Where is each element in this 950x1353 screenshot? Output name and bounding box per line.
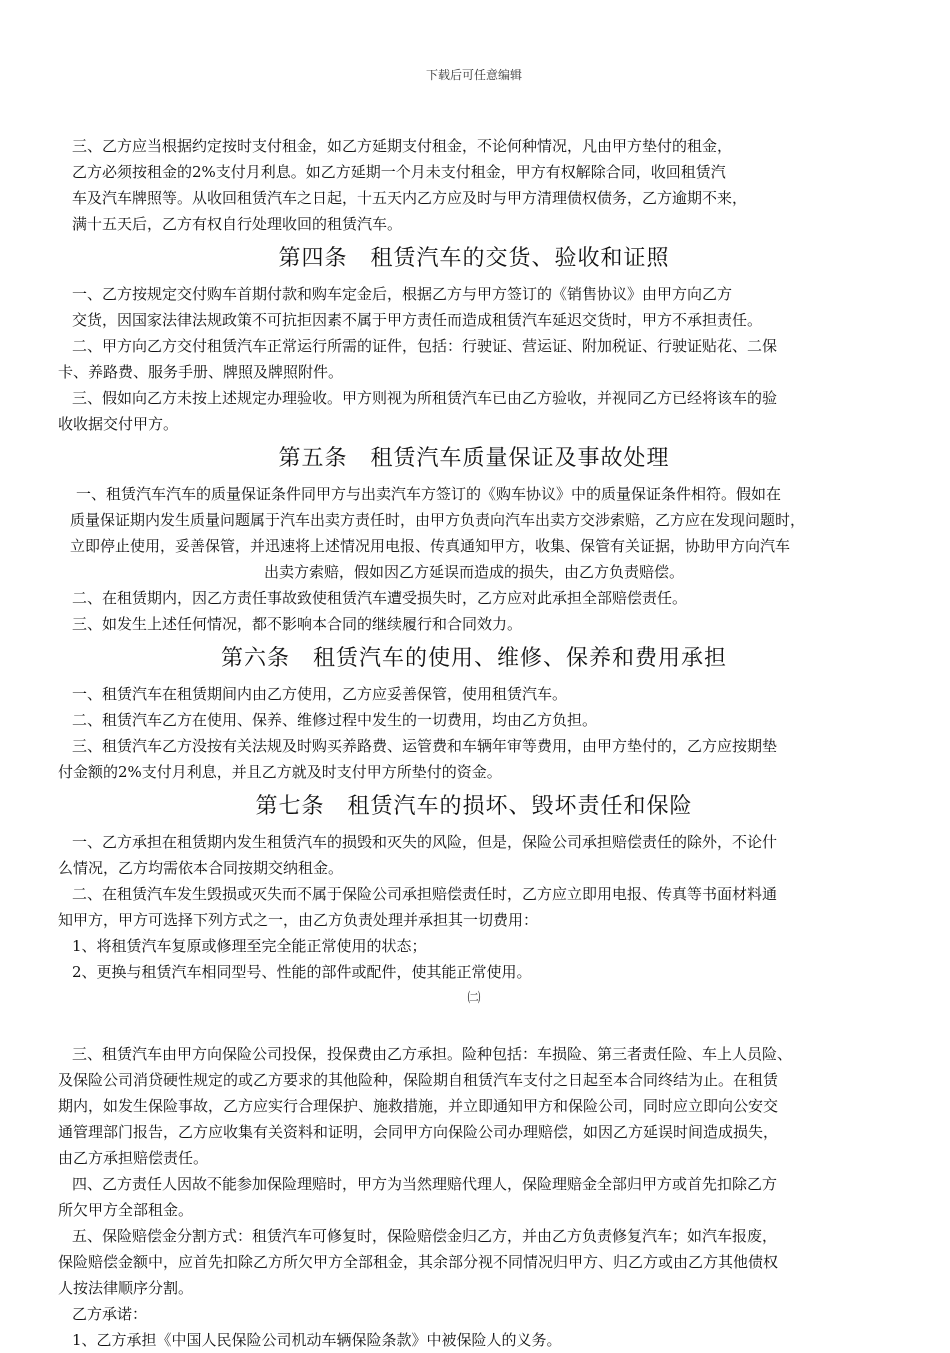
- paragraph-line: 人按法律顺序分割。: [58, 1279, 194, 1297]
- paragraph-line: 四、乙方责任人因故不能参加保险理赔时，甲方为当然理赔代理人，保险理赔金全部归甲方或首先扣除乙方: [72, 1175, 778, 1193]
- paragraph-line: 一、乙方承担在租赁期内发生租赁汽车的损毁和灭失的风险，但是，保险公司承担赔偿责任的除外，不论什: [72, 833, 778, 851]
- paragraph-line: 所欠甲方全部租金。: [58, 1201, 194, 1219]
- paragraph-line: 三、如发生上述任何情况，都不影响本合同的继续履行和合同效力。: [72, 615, 523, 633]
- paragraph-line: 满十五天后，乙方有权自行处理收回的租赁汽车。: [72, 215, 403, 233]
- contract-body: [58, 133, 890, 1353]
- paragraph-line: 1、乙方承担《中国人民保险公司机动车辆保险条款》中被保险人的义务。: [72, 1331, 562, 1349]
- paragraph-line: 交货，因国家法律法规政策不可抗拒因素不属于甲方责任而造成租赁汽车延迟交货时，甲方不承担责任。: [72, 311, 763, 329]
- paragraph-line: 一、乙方按规定交付购车首期付款和购车定金后，根据乙方与甲方签订的《销售协议》由甲方向乙方: [72, 285, 733, 303]
- page-header: 下载后可任意编辑: [425, 68, 522, 82]
- paragraph-line: 二、在租赁期内，因乙方责任事故致使租赁汽车遭受损失时，乙方应对此承担全部赔偿责任。: [72, 589, 688, 607]
- paragraph-line: 保险赔偿金额中，应首先扣除乙方所欠甲方全部租金，其余部分视不同情况归甲方、归乙方或由乙方其他债权: [58, 1253, 779, 1271]
- paragraph-line: 知甲方，甲方可选择下列方式之一，由乙方负责处理并承担其一切费用：: [58, 911, 539, 929]
- paragraph-line: 乙方承诺：: [72, 1305, 148, 1323]
- article-5-title: 第五条 租赁汽车质量保证及事故处理: [278, 446, 670, 471]
- paragraph-line: 出卖方索赔，假如因乙方延误而造成的损失，由乙方负责赔偿。: [263, 563, 684, 581]
- paragraph-line: 三、租赁汽车乙方没按有关法规及时购买养路费、运管费和车辆年审等费用，由甲方垫付的，乙方应按期垫: [72, 737, 778, 755]
- paragraph-line: 三、假如向乙方未按上述规定办理验收。甲方则视为所租赁汽车已由乙方验收，并视同乙方已经将该车的验: [72, 389, 778, 407]
- paragraph-line: 五、保险赔偿金分割方式：租赁汽车可修复时，保险赔偿金归乙方，并由乙方负责修复汽车；如汽车报废，: [72, 1227, 778, 1245]
- paragraph-line: 收收据交付甲方。: [58, 415, 179, 433]
- paragraph-line: 三、租赁汽车由甲方向保险公司投保，投保费由乙方承担。险种包括：车损险、第三者责任险、车上人员险、: [72, 1045, 793, 1063]
- paragraph-line: 卡、养路费、服务手册、牌照及牌照附件。: [58, 363, 344, 381]
- paragraph-line: 1、将租赁汽车复原或修理至完全能正常使用的状态；: [72, 937, 427, 955]
- paragraph-line: 三、乙方应当根据约定按时支付租金，如乙方延期支付租金，不论何种情况，凡由甲方垫付的租金，: [72, 137, 733, 155]
- paragraph-line: 车及汽车牌照等。从收回租赁汽车之日起，十五天内乙方应及时与甲方清理债权债务，乙方逾期不来，: [72, 189, 748, 207]
- paragraph-line: 期内，如发生保险事故，乙方应实行合理保护、施救措施，并立即通知甲方和保险公司，同时应立即向公安交: [58, 1097, 779, 1115]
- article-7-title: 第七条 租赁汽车的损坏、毁坏责任和保险: [255, 794, 693, 819]
- paragraph-line: 二、甲方向乙方交付租赁汽车正常运行所需的证件，包括：行驶证、营运证、附加税证、行驶证贴花、二保: [72, 337, 778, 355]
- article-4-title: 第四条 租赁汽车的交货、验收和证照: [278, 246, 670, 271]
- paragraph-line: 及保险公司消贷硬性规定的或乙方要求的其他险种，保险期自租赁汽车支付之日起至本合同终结为止。在租赁: [58, 1071, 779, 1089]
- paragraph-line: 付金额的2%支付月利息，并且乙方就及时支付甲方所垫付的资金。: [58, 763, 502, 781]
- paragraph-line: 一、租赁汽车汽车的质量保证条件同甲方与出卖汽车方签订的《购车协议》中的质量保证条件相符。假如在: [76, 485, 782, 503]
- paragraph-line: 立即停止使用，妥善保管，并迅速将上述情况用电报、传真通知甲方，收集、保管有关证据，协助甲方向汽车: [70, 537, 791, 555]
- paragraph-line: 由乙方承担赔偿责任。: [58, 1149, 209, 1167]
- paragraph-line: 乙方必须按租金的2%支付月利息。如乙方延期一个月未支付租金，甲方有权解除合同，收回租赁汽: [72, 163, 726, 181]
- paragraph-line: 一、租赁汽车在租赁期间内由乙方使用，乙方应妥善保管，使用租赁汽车。: [72, 685, 568, 703]
- paragraph-line: 质量保证期内发生质量问题属于汽车出卖方责任时，由甲方负责向汽车出卖方交涉索赔，乙方应在发现问题时，: [70, 511, 806, 529]
- paragraph-line: 二、在租赁汽车发生毁损或灭失而不属于保险公司承担赔偿责任时，乙方应立即用电报、传真等书面材料通: [72, 885, 778, 903]
- paragraph-line: 2、更换与租赁汽车相同型号、性能的部件或配件，使其能正常使用。: [72, 963, 532, 981]
- article-6-title: 第六条 租赁汽车的使用、维修、保养和费用承担: [220, 646, 727, 671]
- paragraph-line: 通管理部门报告，乙方应收集有关资料和证明，会同甲方向保险公司办理赔偿，如因乙方延误时间造成损失，: [58, 1123, 779, 1141]
- paragraph-line: 二、租赁汽车乙方在使用、保养、维修过程中发生的一切费用，均由乙方负担。: [72, 711, 598, 729]
- paragraph-line: 么情况，乙方均需依本合同按期交纳租金。: [58, 859, 344, 877]
- page-marker: ㈡: [467, 991, 481, 1006]
